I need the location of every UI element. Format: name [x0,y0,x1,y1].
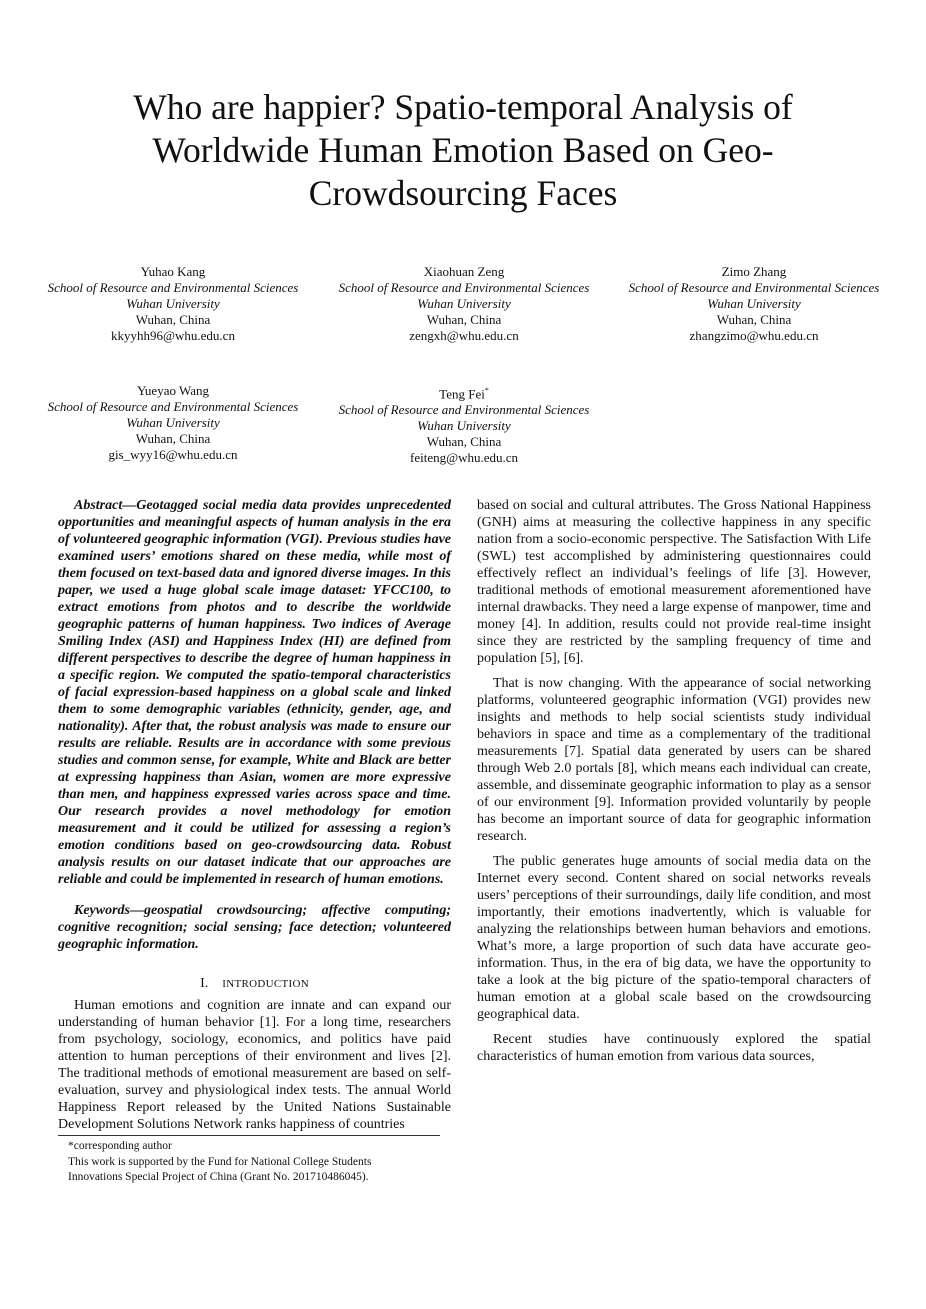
body-paragraph: Human emotions and cognition are innate and can expand our understanding of human behavior [1]. For a long time, researchers from psychology, sociology, economics, and politics have paid attention to human perceptions of their environment and lives [2]. The traditional methods of emotional measurement are based on self-evaluation, survey and physiological index tests. The annual World Happiness Report released by the United Nations Sustainable Development Solutions Network ranks happiness of countries [58,998,451,1132]
footnote-line: This work is supported by the Fund for National College Students [68,1155,372,1168]
author-block [334,383,594,466]
author-university: Wuhan University [126,296,220,311]
author-name: Zimo Zhang [721,264,787,279]
author-university: Wuhan University [126,415,220,430]
author-location: Wuhan, China [426,312,502,327]
author-location: Wuhan, China [716,312,792,327]
author-affiliation: School of Resource and Environmental Sciences [338,402,590,418]
author-affiliation: School of Resource and Environmental Sciences [47,280,299,295]
author-name: Yuhao Kang [140,264,206,279]
author-location: Wuhan, China [426,434,502,450]
author-email: feiteng@whu.edu.cn [410,450,518,466]
author-email: zhangzimo@whu.edu.cn [689,328,819,343]
section-number: I. [200,976,209,991]
paper-title: Who are happier? Spatio-temporal Analysis of Worldwide Human Emotion Based on Geo-Crowdsourcing Faces [133,87,793,213]
left-column [58,497,451,1186]
body-paragraph: Recent studies have continuously explored the spatial characteristics of human emotion from various data sources, [477,1032,871,1064]
body-paragraph: based on social and cultural attributes. The Gross National Happiness (GNH) aims at measuring the collective happiness in any specific nation from a socio-economic perspective. The Satisfaction With Life (SWL) test accomplished by administering questionnaires could effectively reflect an individual’s feelings of life [3]. However, traditional methods of emotional measurement aforementioned have internal drawbacks. They need a large expense of manpower, time and money [4]. In addition, results could not provide real-time insight since they are restricted by the sampling frequency of time and population [5], [6]. [477,498,871,666]
corresponding-mark: * [484,386,489,395]
footnote-line: *corresponding author [68,1140,172,1152]
author-name-line [334,383,594,402]
footnotes [58,1136,451,1186]
body-paragraph: That is now changing. With the appearance of social networking platforms, volunteered geographic information (VGI) provides new insights and methods to help social scientists study individual behaviors in space and time as a complementary of the traditional measurements [7]. Spatial data generated by users can be shared through Web 2.0 portals [8], which means each individual can create, assemble, and disseminate geographic information to play as a sensor of our environment [9]. Information provided voluntarily by people has become an important source of data for geographic information research. [477,676,871,844]
author-email: zengxh@whu.edu.cn [409,328,519,343]
author-location: Wuhan, China [135,312,211,327]
right-column [477,497,871,1073]
author-university: Wuhan University [417,296,511,311]
author-name: Xiaohuan Zeng [423,264,505,279]
keywords: Keywords—geospatial crowdsourcing; affective computing; cognitive recognition; social sensing; face detection; volunteered geographic information. [58,903,451,952]
author-name: Teng Fei [439,386,485,402]
author-affiliation: School of Resource and Environmental Sciences [628,280,880,295]
author-block [43,383,303,463]
abstract: Abstract—Geotagged social media data provides unprecedented opportunities and meaningful aspects of human analysis in the era of volunteered geographic information (VGI). Previous studies have examined users’ emotions shared on these media, while most of them focused on text-based data and ignored diverse images. In this paper, we used a huge global scale image dataset: YFCC100, to extract emotions from photos and to describe the worldwide geographic patterns of human happiness. Two indices of Average Smiling Index (ASI) and Happiness Index (HI) are defined from different perspectives to describe the degree of human happiness in a specific region. We computed the spatio-temporal characteristics of facial expression-based happiness on a global scale and linked them to some demographic variables (ethnicity, gender, age, and nationality). After that, the robust analysis was made to ensure our results are reliable. Results are in accordance with some previous studies and common sense, for example, White and Black are better at expressing happiness than Asian, women are more expressive than men, and happiness expressed varies across space and time. Our research provides a novel methodology for emotion measurement and it could be utilized for assessing a region’s emotion conditions based on geo-crowdsourcing data. Robust analysis results on our dataset indicate that our approaches are reliable and could be implemented in research of human emotions. [58,498,451,887]
section-title: INTRODUCTION [222,978,309,990]
author-name: Yueyao Wang [136,383,209,398]
author-affiliation: School of Resource and Environmental Sciences [338,280,590,295]
author-block [624,264,884,344]
author-block [334,264,594,344]
author-email: kkyyhh96@whu.edu.cn [111,328,235,343]
author-university: Wuhan University [417,418,511,434]
footnote-line: Innovations Special Project of China (Grant No. 201710486045). [68,1171,369,1183]
body-paragraph: The public generates huge amounts of social media data on the Internet every second. Content shared on social networks reveals users’ perceptions of their surroundings, daily life condition, and most importantly, their emotions inadvertently, which is valuable for analyzing the relationships between human behaviors and emotions. What’s more, a large proportion of such data have accurate geo-information. Thus, in the era of big data, we have the opportunity to take a look at the big picture of the spatio-temporal characters of human emotion at a global scale based on the crowdsourcing geographical data. [477,854,871,1022]
section-heading [58,975,451,993]
author-block [43,264,303,344]
author-affiliation: School of Resource and Environmental Sciences [47,399,299,414]
author-university: Wuhan University [707,296,801,311]
author-location: Wuhan, China [135,431,211,446]
author-email: gis_wyy16@whu.edu.cn [108,447,238,462]
